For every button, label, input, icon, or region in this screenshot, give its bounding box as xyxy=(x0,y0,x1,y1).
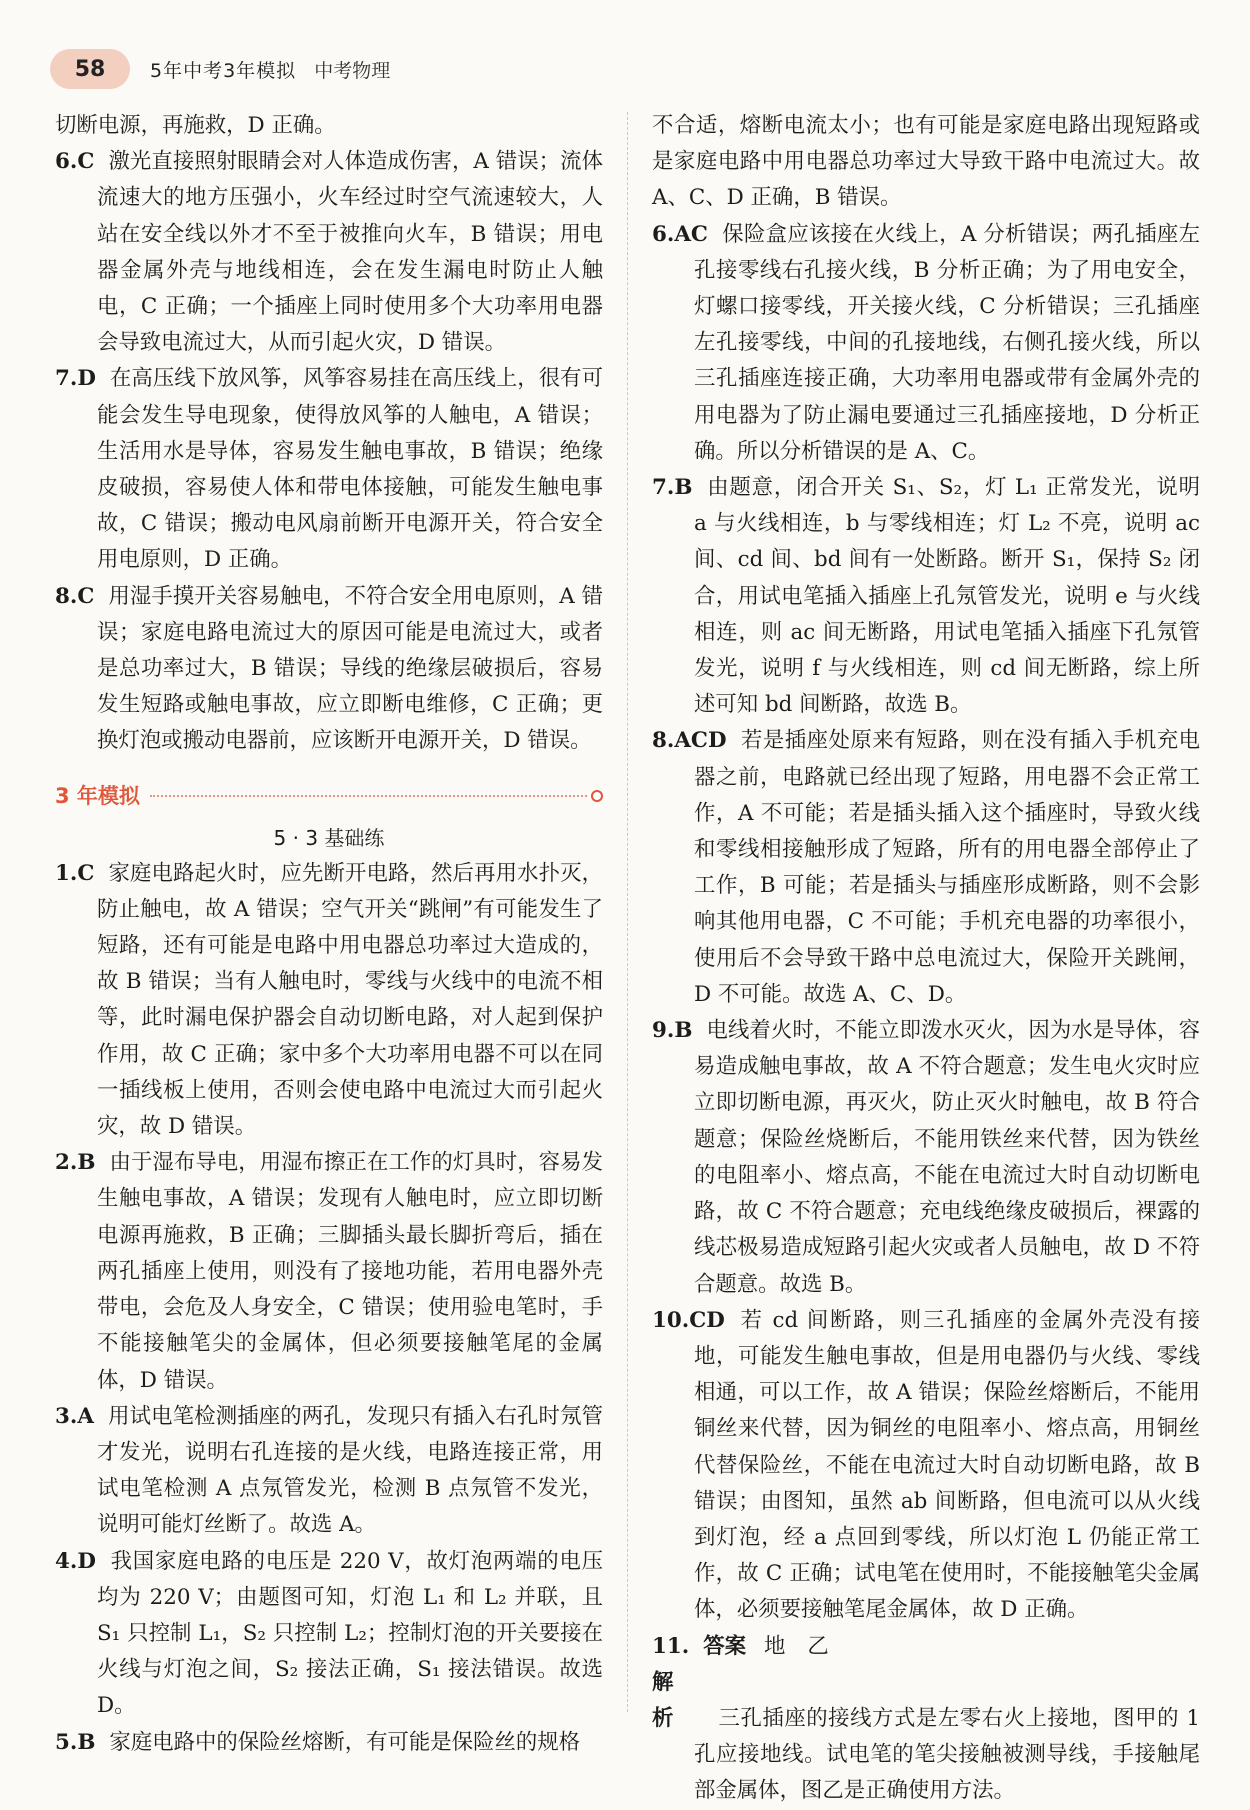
answer-item: 8.ACD 若是插座处原来有短路，则在没有插入手机充电器之前，电路就已经出现了短路，用电器不会正常工作，A 不可能；若是插头插入这个插座时，导致火线和零线相接触形成了短路，所有的用电器全部停止了工作，B 可能；若是插头与插座形成断路，则不会影响其他用电器，C 不可能；手机充电器的功率很小，使用后不会导致干路中总电流过大，保险开关跳闸，D 不可能。故选 A、C、D。 xyxy=(652,728,1200,1007)
left-column xyxy=(55,108,603,1761)
subsection-title: 5 · 3 基础练 xyxy=(273,825,385,850)
page-number: 58 xyxy=(50,49,130,89)
continued-text: 不合适，熔断电流太小；也有可能是家庭电路出现短路或是家庭电路中用电器总功率过大导致干路中电流过大。故 A、C、D 正确，B 错误。 xyxy=(652,113,1200,211)
right-column xyxy=(652,108,1200,1810)
book-title: 5年中考3年模拟 xyxy=(150,59,297,82)
column-divider xyxy=(627,112,628,1712)
answer-label: 答案 xyxy=(703,1633,747,1659)
explanation: 解析 三孔插座的接线方式是左零右火上接地，图甲的 1 孔应接地线。试电笔的笔尖接触被测导线，手接触尾部金属体，图乙是正确使用方法。 xyxy=(652,1669,1200,1804)
answer-item: 3.A 用试电笔检测插座的两孔，发现只有插入右孔时氖管才发光，说明右孔连接的是火线，电路连接正常，用试电笔检测 A 点氖管发光，检测 B 点氖管不发光，说明可能灯丝断了。故选 A。 xyxy=(55,1403,603,1538)
answer-item-11: 11. 答案 地 乙 xyxy=(652,1633,829,1659)
section-title: 3 年模拟 xyxy=(55,778,603,814)
continued-text: 切断电源，再施救，D 正确。 xyxy=(55,113,336,138)
answer-item: 9.B 电线着火时，不能立即泼水灭火，因为水是导体，容易造成触电事故，故 A 不符合题意；发生电火灾时应立即切断电源，再灭火，防止灭火时触电，故 B 符合题意；保险丝烧断后，不能用铁丝来代替，因为铁丝的电阻率小、熔点高，不能在电流过大时自动切断电路，故 C 不符合题意；充电线绝缘皮破损后，裸露的线芯极易造成短路引起火灾或者人员触电，故 D 不符合题意。故选 B。 xyxy=(652,1018,1200,1297)
answer-value: 乙 xyxy=(807,1633,829,1659)
answer-item: 7.B 由题意，闭合开关 S₁、S₂，灯 L₁ 正常发光，说明 a 与火线相连，b 与零线相连；灯 L₂ 不亮，说明 ac 间、cd 间、bd 间有一处断路。断开 S₁，保持 S₂ 闭合，用试电笔插入插座上孔氖管发光，说明 e 与火线相连，则 ac 间无断路，用试电笔插入插座下孔氖管发光，说明 f 与火线相连，则 cd 间无断路，综上所述可知 bd 间断路，故选 B。 xyxy=(652,475,1200,718)
answer-item: 2.B 由于湿布导电，用湿布擦正在工作的灯具时，容易发生触电事故，A 错误；发现有人触电时，应立即切断电源再施救，B 正确；三脚插头最长脚折弯后，插在两孔插座上使用，则没有了接地功能，若用电器外壳带电，会危及人身安全，C 错误；使用验电笔时，手不能接触笔尖的金属体，但必须要接触笔尾的金属体，D 错误。 xyxy=(55,1150,603,1393)
answer-item: 7.D 在高压线下放风筝，风筝容易挂在高压线上，很有可能会发生导电现象，使得放风筝的人触电，A 错误；生活用水是导体，容易发生触电事故，B 错误；绝缘皮破损，容易使人体和带电体接触，可能发生触电事故，C 错误；搬动电风扇前断开电源开关，符合安全用电原则，D 正确。 xyxy=(55,366,603,573)
answer-item: 6.C 激光直接照射眼睛会对人体造成伤害，A 错误；流体流速大的地方压强小，火车经过时空气流速较大，人站在安全线以外才不至于被推向火车，B 错误；用电器金属外壳与地线相连，会在发生漏电时防止人触电，C 正确；一个插座上同时使用多个大功率用电器会导致电流过大，从而引起火灾，D 错误。 xyxy=(55,149,603,356)
answer-item: 5.B 家庭电路中的保险丝熔断，有可能是保险丝的规格 xyxy=(55,1729,581,1755)
answer-item: 1.C 家庭电路起火时，应先断开电路，然后再用水扑灭，防止触电，故 A 错误；空气开关“跳闸”有可能发生了短路，还有可能是电路中用电器总功率过大造成的，故 B 错误；当有人触电时，零线与火线中的电流不相等，此时漏电保护器会自动切断电路，对人起到保护作用，故 C 正确；家中多个大功率用电器不可以在同一插线板上使用，否则会使电路中电流过大而引起火灾，故 D 错误。 xyxy=(55,860,603,1140)
dotted-rule xyxy=(150,795,587,797)
page-header xyxy=(50,48,510,90)
answer-item: 6.AC 保险盒应该接在火线上，A 分析错误；两孔插座左孔接零线右孔接火线，B 分析正确；为了用电安全，灯螺口接零线，开关接火线，C 分析错误；三孔插座左孔接零线，中间的孔接地线，右侧孔接火线，所以三孔插座连接正确，大功率用电器或带有金属外壳的用电器为了防止漏电要通过三孔插座接地，D 分析正确。所以分析错误的是 A、C。 xyxy=(652,221,1200,464)
answer-value: 地 xyxy=(764,1633,786,1659)
rule-end-dot xyxy=(591,790,603,802)
answer-item: 8.C 用湿手摸开关容易触电，不符合安全用电原则，A 错误；家庭电路电流过大的原因可能是电流过大，或者是总功率过大，B 错误；导线的绝缘层破损后，容易发生短路或触电事故，应立即断电维修，C 正确；更换灯泡或搬动电器前，应该断开电源开关，D 错误。 xyxy=(55,583,603,754)
answer-item: 10.CD 若 cd 间断路，则三孔插座的金属外壳没有接地，可能发生触电事故，但是用电器仍与火线、零线相通，可以工作，故 A 错误；保险丝熔断后，不能用铜丝来代替，因为铜丝的电阻率小、熔点高，用铜丝代替保险丝，不能在电流过大时自动切断电路，故 B 错误；由图知，虽然 ab 间断路，但电流可以从火线到灯泡，经 a 点回到零线，所以灯泡 L 仍能正常工作，故 C 正确；试电笔在使用时，不能接触笔尖金属体，必须要接触笔尾金属体，故 D 正确。 xyxy=(652,1307,1200,1623)
answer-item: 4.D 我国家庭电路的电压是 220 V，故灯泡两端的电压均为 220 V；由题图可知，灯泡 L₁ 和 L₂ 并联，且 S₁ 只控制 L₁，S₂ 只控制 L₂；控制灯泡的开关要接在火线与灯泡之间，S₂ 接法正确，S₁ 接法错误。故选 D。 xyxy=(55,1548,603,1719)
subject-label: 中考物理 xyxy=(314,59,391,82)
